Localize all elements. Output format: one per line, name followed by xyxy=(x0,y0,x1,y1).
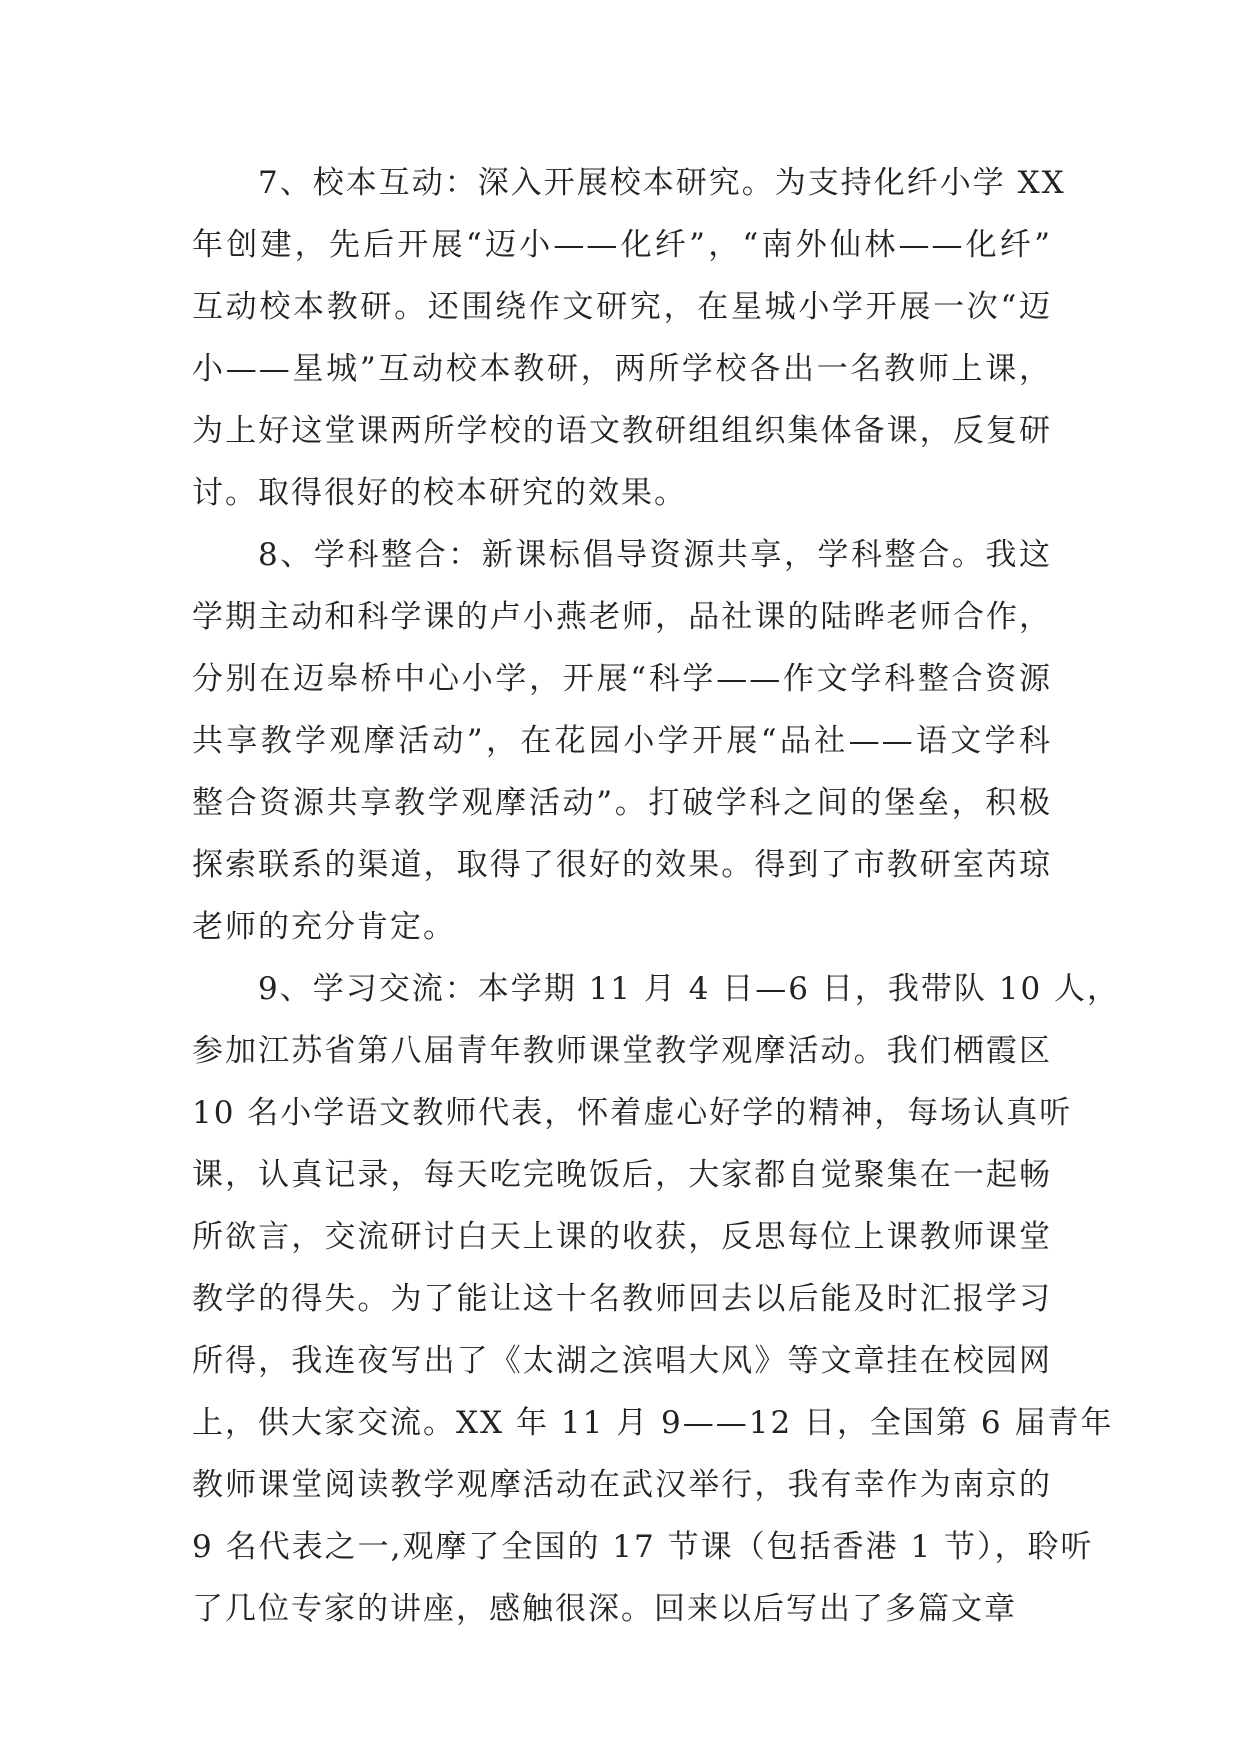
paragraph-9-learning-exchange xyxy=(192,958,1121,1640)
text-line: 为上好这堂课两所学校的语文教研组组织集体备课，反复研 xyxy=(192,413,1052,449)
text-line: 8、学科整合：新课标倡导资源共享，学科整合。我这 xyxy=(258,537,1052,573)
text-line: 教师课堂阅读教学观摩活动在武汉举行，我有幸作为南京的 xyxy=(192,1467,1052,1503)
text-line: 教学的得失。为了能让这十名教师回去以后能及时汇报学习 xyxy=(192,1281,1052,1317)
paragraph-8-subject-integration xyxy=(192,524,1052,958)
document-body xyxy=(192,152,1121,1640)
text-line: 所得，我连夜写出了《太湖之滨唱大风》等文章挂在校园网 xyxy=(192,1343,1052,1379)
text-line: 分别在迈皋桥中心小学，开展“科学——作文学科整合资源 xyxy=(192,661,1052,697)
text-line: 了几位专家的讲座，感触很深。回来以后写出了多篇文章 xyxy=(192,1591,1017,1627)
text-line: 互动校本教研。还围绕作文研究，在星城小学开展一次“迈 xyxy=(192,289,1052,325)
text-line: 小——星城”互动校本教研，两所学校各出一名教师上课， xyxy=(192,351,1052,387)
text-line: 所欲言，交流研讨白天上课的收获，反思每位上课教师课堂 xyxy=(192,1219,1052,1255)
text-line: 整合资源共享教学观摩活动”。打破学科之间的堡垒，积极 xyxy=(192,785,1052,821)
text-line: 课，认真记录，每天吃完晚饭后，大家都自觉聚集在一起畅 xyxy=(192,1157,1052,1193)
text-line: 共享教学观摩活动”，在花园小学开展“品社——语文学科 xyxy=(192,723,1052,759)
text-line: 7、校本互动：深入开展校本研究。为支持化纤小学 XX xyxy=(258,165,1066,201)
text-line: 9、学习交流：本学期 11 月 4 日—6 日，我带队 10 人， xyxy=(258,971,1121,1007)
text-line: 9 名代表之一,观摩了全国的 17 节课（包括香港 1 节），聆听 xyxy=(192,1529,1094,1565)
text-line: 探索联系的渠道，取得了很好的效果。得到了市教研室芮琼 xyxy=(192,847,1052,883)
paragraph-7-school-interaction xyxy=(192,152,1066,524)
text-line: 参加江苏省第八届青年教师课堂教学观摩活动。我们栖霞区 xyxy=(192,1033,1052,1069)
text-line: 学期主动和科学课的卢小燕老师，品社课的陆晔老师合作， xyxy=(192,599,1052,635)
text-line: 10 名小学语文教师代表，怀着虚心好学的精神，每场认真听 xyxy=(192,1095,1073,1131)
text-line: 上，供大家交流。XX 年 11 月 9——12 日，全国第 6 届青年 xyxy=(192,1405,1114,1441)
text-line: 年创建，先后开展“迈小——化纤”，“南外仙林——化纤” xyxy=(192,227,1052,263)
text-line: 讨。取得很好的校本研究的效果。 xyxy=(192,475,687,511)
text-line: 老师的充分肯定。 xyxy=(192,909,456,945)
